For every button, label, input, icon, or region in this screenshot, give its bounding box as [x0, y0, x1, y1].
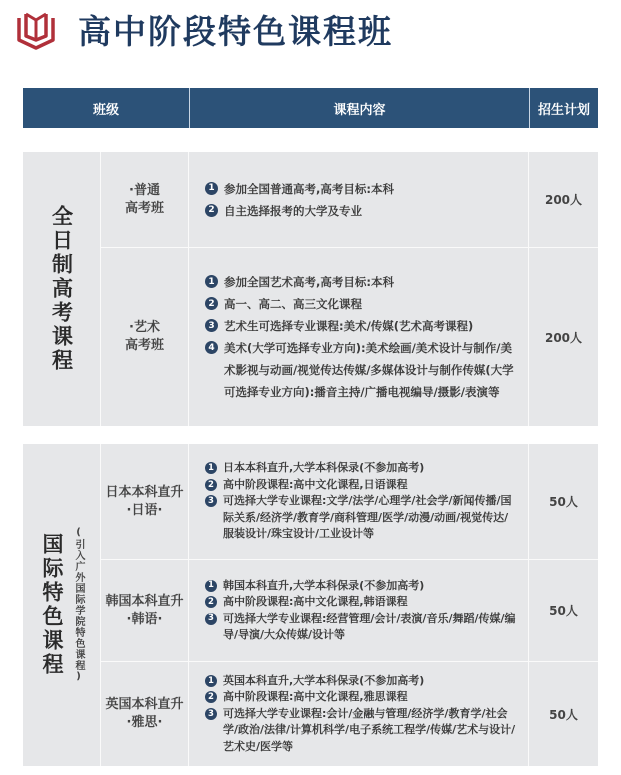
category-label: 国际特色课程: [40, 533, 64, 677]
list-item: 2 高中阶段课程:高中文化课程,韩语课程: [205, 594, 518, 611]
content-cell: [189, 248, 529, 426]
content-cell: [189, 662, 529, 766]
plan-cell: 50人: [549, 707, 578, 722]
list-item: 2 自主选择报考的大学及专业: [205, 200, 518, 222]
list-item: 2 高中阶段课程:高中文化课程,日语课程: [205, 477, 518, 494]
list-item: 3 艺术生可选择专业课程:美术/传媒(艺术高考课程): [205, 315, 518, 337]
list-item: 1 日本本科直升,大学本科保录(不参加高考): [205, 460, 518, 477]
class-name-2: ·韩语·: [126, 611, 163, 627]
header-plan: 招生计划: [537, 102, 590, 118]
content-cell: [189, 152, 529, 247]
class-name-2: ·日语·: [126, 502, 163, 518]
bullet-1-icon: 1: [205, 580, 217, 592]
class-name: ·普通: [129, 182, 160, 198]
bullet-3-icon: 3: [205, 495, 217, 507]
bullet-2-icon: 2: [205, 691, 217, 703]
plan-cell: 50人: [549, 495, 578, 509]
category-cell: [23, 152, 101, 426]
section-fulltime: [23, 152, 598, 426]
list-item: 4 美术(大学可选择专业方向):美术绘画/美术设计与制作/美术影视与动画/视觉传达传媒/多媒体设计与制作传媒(大学可选择专业方向):播音主持/广播电视编导/摄影/表演等: [205, 337, 518, 403]
table-row: [101, 560, 598, 662]
table-row: [101, 444, 598, 560]
plan-cell: 200人: [544, 193, 583, 207]
class-name: ·艺术: [129, 320, 160, 335]
class-name-2: ·雅思·: [126, 715, 163, 730]
title-bar: [0, 0, 621, 66]
class-cell: [101, 560, 189, 661]
class-cell: [101, 444, 189, 559]
bullet-3-icon: 3: [205, 708, 217, 720]
table-row: [101, 662, 598, 766]
bullet-4-icon: 4: [205, 341, 218, 354]
bullet-1-icon: 1: [205, 462, 217, 474]
bullet-3-icon: 3: [205, 319, 218, 332]
content-cell: [189, 444, 529, 559]
class-cell: [101, 662, 189, 766]
category-label: 全日制高考课程: [49, 205, 74, 373]
list-item: 3 可选择大学专业课程:会计/金融与管理/经济学/教育学/社会学/政治/法律/计算机科学/电子系统工程学/传媒/艺术与设计/艺术史/医学等: [205, 706, 518, 756]
content-cell: [189, 560, 529, 661]
bullet-2-icon: 2: [205, 297, 218, 310]
bullet-2-icon: 2: [205, 204, 218, 217]
bullet-1-icon: 1: [205, 182, 218, 195]
table-header: [23, 88, 598, 128]
class-name: 韩国本科直升: [105, 593, 184, 609]
category-cell: [23, 444, 101, 766]
section-international: [23, 444, 598, 766]
list-item: 1 参加全国普通高考,高考目标:本科: [205, 178, 518, 200]
bullet-2-icon: 2: [205, 596, 217, 608]
list-item: 3 可选择大学专业课程:经营管理/会计/表演/音乐/舞蹈/传媒/编导/导演/大众传媒/设计等: [205, 611, 518, 644]
list-item: 2 高中阶段课程:高中文化课程,雅思课程: [205, 689, 518, 706]
list-item: 3 可选择大学专业课程:文学/法学/心理学/社会学/新闻传播/国际关系/经济学/教育学/商科管理/医学/动漫/动画/视觉传达/服装设计/珠宝设计/工业设计等: [205, 493, 518, 543]
table-row: [101, 152, 598, 248]
header-class: 班级: [23, 88, 190, 128]
list-item: 1 参加全国艺术高考,高考目标:本科: [205, 271, 518, 293]
class-name-2: 高考班: [124, 338, 164, 353]
open-book-icon: [15, 10, 57, 50]
class-cell: [101, 152, 189, 247]
category-subtitle: (引入广外国际学院特色课程): [73, 527, 84, 683]
header-content: 课程内容: [190, 88, 530, 128]
class-name-2: 高考班: [124, 200, 164, 216]
plan-cell: 200人: [544, 330, 583, 345]
table-row: [101, 248, 598, 426]
class-cell: [101, 248, 189, 426]
list-item: 1 英国本科直升,大学本科保录(不参加高考): [205, 673, 518, 690]
plan-cell: 50人: [549, 604, 578, 618]
page-title: 高中阶段特色课程班: [78, 12, 393, 51]
class-name: 日本本科直升: [105, 484, 184, 500]
bullet-1-icon: 1: [205, 675, 217, 687]
bullet-2-icon: 2: [205, 479, 217, 491]
class-name: 英国本科直升: [105, 697, 184, 712]
list-item: 2 高一、高二、高三文化课程: [205, 293, 518, 315]
bullet-3-icon: 3: [205, 613, 217, 625]
bullet-1-icon: 1: [205, 275, 218, 288]
list-item: 1 韩国本科直升,大学本科保录(不参加高考): [205, 578, 518, 595]
